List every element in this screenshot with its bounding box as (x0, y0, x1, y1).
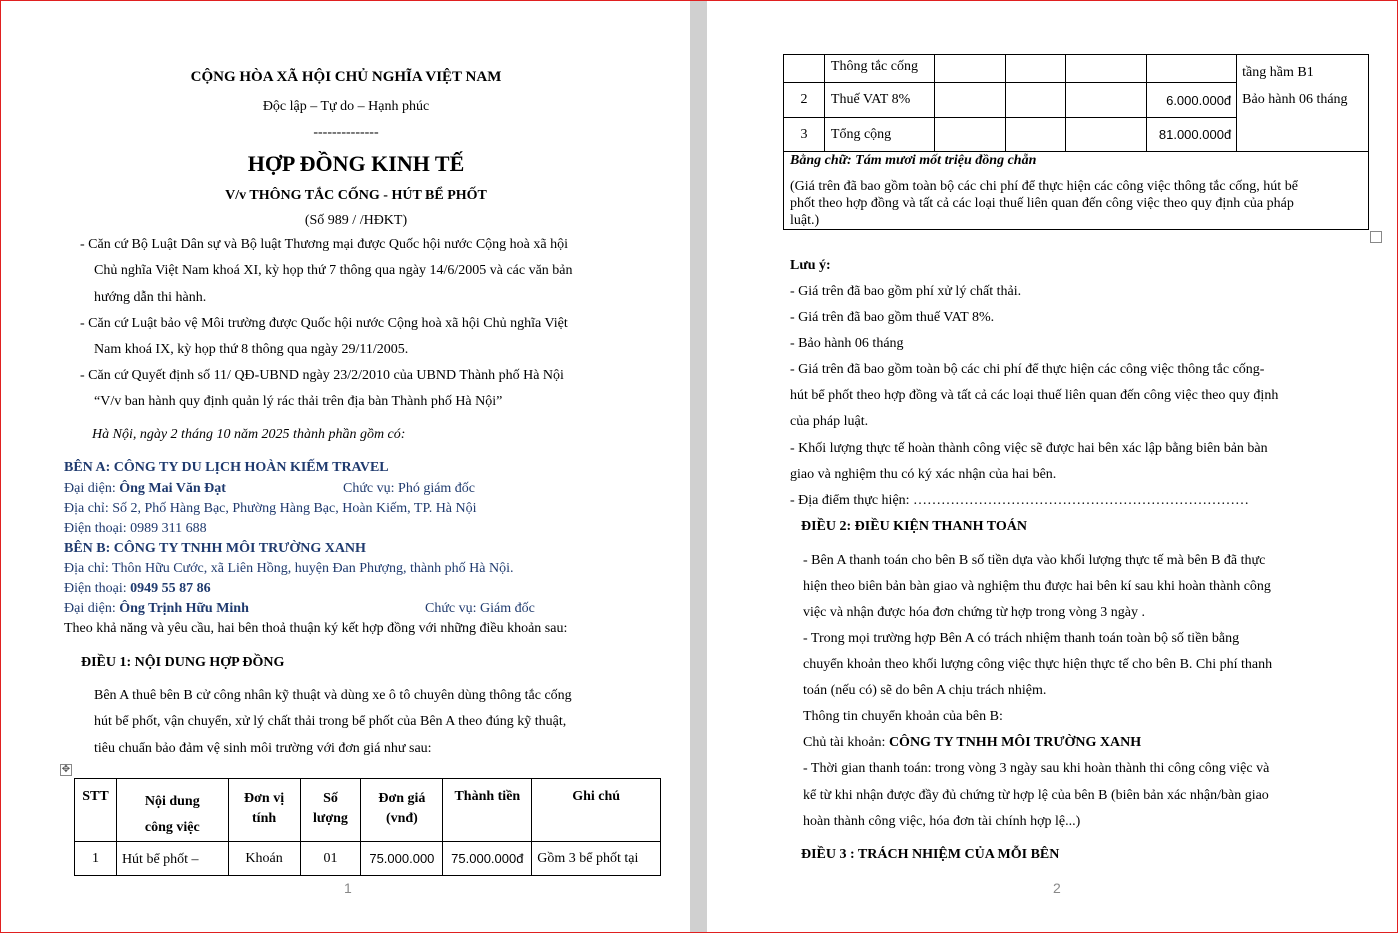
note-line: - Giá trên đã bao gồm thuế VAT 8%. (790, 310, 995, 325)
party-b-rep (64, 601, 249, 617)
basis-line: Nam khoá IX, kỳ họp thứ 8 thông qua ngày 29/11/2005. (94, 342, 409, 357)
article-2-line: Thông tin chuyển khoản của bên B: (803, 709, 1003, 724)
article-2-line: chuyển khoản theo khối lượng công việc thực hiện thực tế cho bên B. Chi phí thanh (803, 657, 1273, 672)
phone-value: 0949 55 87 86 (130, 581, 211, 596)
cell (1066, 55, 1147, 83)
cell (784, 55, 825, 83)
account-holder (803, 735, 1141, 751)
contract-subtitle: V/v THÔNG TẮC CỐNG - HÚT BỂ PHỐT (225, 188, 487, 203)
header-note: Ghi chú (532, 779, 661, 842)
party-a-phone: Điện thoại: 0989 311 688 (64, 521, 207, 536)
table-resize-handle-icon[interactable] (1370, 231, 1382, 243)
party-a-rep (64, 481, 226, 497)
price-table (74, 778, 661, 876)
party-b-position: Chức vụ: Giám đốc (425, 601, 535, 616)
phone-label: Điện thoại: (64, 581, 131, 596)
cell: Thuế VAT 8% (824, 83, 934, 118)
cell (1066, 118, 1147, 152)
cell: 81.000.000đ (1147, 118, 1237, 152)
cell (934, 118, 1005, 152)
divider-line: -------------- (313, 125, 379, 140)
table-row (75, 842, 661, 876)
note-cell (1237, 55, 1369, 152)
motto: Độc lập – Tự do – Hạnh phúc (262, 99, 430, 114)
table-summary-row (784, 152, 1369, 230)
basis-line: Chủ nghĩa Việt Nam khoá XI, kỳ họp thứ 7 thông qua ngày 14/6/2005 và các văn bản (94, 263, 573, 278)
note-line: tầng hầm B1 (1242, 65, 1314, 80)
article-2-line: hiện theo biên bản bàn giao và nghiệm thu được hai bên kí sau khi hoàn thành công (803, 579, 1271, 594)
contract-number: (Số 989 / /HĐKT) (304, 213, 408, 228)
cell: 75.000.000đ (443, 842, 532, 876)
price-table-continued (783, 54, 1369, 230)
header-content: Nội dung công việc (116, 779, 228, 842)
note-line: giao và nghiệm thu có ký xác nhận của hai bên. (790, 467, 1057, 482)
article-2-line: hoàn thành công việc, hóa đơn tài chính hợp lệ...) (803, 814, 1081, 829)
table-row (784, 55, 1369, 83)
note-line: Bảo hành 06 tháng (1242, 92, 1348, 107)
cell: Thông tắc cống (824, 55, 934, 83)
summary-cell (784, 152, 1369, 230)
cell (934, 55, 1005, 83)
article-2-line: toán (nếu có) sẽ do bên A chịu trách nhiệm. (803, 683, 1047, 698)
cell: 75.000.000 (361, 842, 443, 876)
cell: 3 (784, 118, 825, 152)
basis-line: “V/v ban hành quy định quản lý rác thải trên địa bàn Thành phố Hà Nội” (94, 394, 503, 409)
article-1-line: tiêu chuẩn bảo đảm vệ sinh môi trường với đơn giá như sau: (94, 741, 432, 756)
article-1-line: Bên A thuê bên B cử công nhân kỹ thuật và dùng xe ô tô chuyên dùng thông tắc cống (94, 688, 572, 703)
article-3-title: ĐIỀU 3 : TRÁCH NHIỆM CỦA MỖI BÊN (801, 847, 1060, 862)
article-2-line: việc và nhận được hóa đơn chứng từ hợp trong vòng 3 ngày . (803, 605, 1146, 620)
basis-line: - Căn cứ Quyết định số 11/ QĐ-UBND ngày 23/2/2010 của UBND Thành phố Hà Nội (80, 368, 564, 383)
amount-in-words: Bằng chữ: Tám mươi mốt triệu đồng chẵn (790, 153, 1037, 168)
rep-label: Đại diện: (64, 601, 120, 616)
rep-name: Ông Trịnh Hữu Minh (119, 601, 249, 616)
header-amount: Thành tiền (443, 779, 532, 842)
contract-title: HỢP ĐỒNG KINH TẾ (247, 151, 465, 176)
article-1-title: ĐIỀU 1: NỘI DUNG HỢP ĐỒNG (81, 655, 285, 670)
header-stt: STT (75, 779, 117, 842)
article-2-line: - Trong mọi trường hợp Bên A có trách nhiệm thanh toán toàn bộ số tiền bằng (803, 631, 1240, 646)
cell (1066, 83, 1147, 118)
basis-line: - Căn cứ Bộ Luật Dân sự và Bộ luật Thương mại được Quốc hội nước Cộng hoà xã hội (80, 237, 568, 252)
cell: 01 (300, 842, 361, 876)
cell: 2 (784, 83, 825, 118)
basis-line: - Căn cứ Luật bảo vệ Môi trường được Quốc hội nước Cộng hoà xã hội Chủ nghĩa Việt (80, 316, 568, 331)
party-b-phone (64, 581, 211, 597)
article-2-title: ĐIỀU 2: ĐIỀU KIỆN THANH TOÁN (801, 519, 1027, 534)
cell: Hút bể phốt – (116, 842, 228, 876)
cell: Khoán (228, 842, 300, 876)
note-line: - Khối lượng thực tế hoàn thành công việc sẽ được hai bên xác lập bằng biên bản bàn (790, 441, 1268, 456)
place-date: Hà Nội, ngày 2 tháng 10 năm 2025 thành phần gồm có: (92, 427, 406, 442)
party-b-address: Địa chỉ: Thôn Hữu Cước, xã Liên Hồng, huyện Đan Phượng, thành phố Hà Nội. (64, 561, 514, 576)
page-1 (2, 1, 690, 932)
table-header-row (75, 779, 661, 842)
cell (1147, 55, 1237, 83)
included-line: phốt theo hợp đồng và tất cả các loại thuế liên quan đến công việc theo quy định của pháp (790, 196, 1294, 211)
page-2 (707, 1, 1397, 932)
article-1-line: hút bể phốt, vận chuyển, xử lý chất thải trong bể phốt của Bên A theo đúng kỹ thuật, (94, 714, 567, 729)
article-2-line: - Bên A thanh toán cho bên B số tiền dựa vào khối lượng thực tế mà bên B đã thực (803, 553, 1266, 568)
cell (1005, 118, 1066, 152)
cell: Gồm 3 bể phốt tại (532, 842, 661, 876)
basis-line: hướng dẫn thi hành. (94, 290, 207, 305)
party-a-position: Chức vụ: Phó giám đốc (343, 481, 476, 496)
notes-title: Lưu ý: (790, 258, 831, 273)
note-line: hút bể phốt theo hợp đồng và tất cả các loại thuế liên quan đến công việc theo quy định (790, 388, 1279, 403)
cell (1005, 55, 1066, 83)
included-line: (Giá trên đã bao gồm toàn bộ các chi phí để thực hiện các công việc thông tắc cống, hút bể (790, 179, 1298, 194)
article-2-line: - Thời gian thanh toán: trong vòng 3 ngày sau khi hoàn thành thi công công việc và (803, 761, 1270, 776)
cell: 1 (75, 842, 117, 876)
included-costs (790, 178, 1363, 229)
party-b-name: BÊN B: CÔNG TY TNHH MÔI TRƯỜNG XANH (64, 541, 366, 556)
party-a-name: BÊN A: CÔNG TY DU LỊCH HOÀN KIẾM TRAVEL (64, 460, 389, 475)
account-name: CÔNG TY TNHH MÔI TRƯỜNG XANH (888, 735, 1142, 750)
page-number: 1 (344, 880, 352, 896)
note-line: - Giá trên đã bao gồm phí xử lý chất thải. (790, 284, 1022, 299)
note-line: - Giá trên đã bao gồm toàn bộ các chi phí để thực hiện các công việc thông tắc cống- (790, 362, 1265, 377)
article-2-line: kể từ khi nhận được đầy đủ chứng từ hợp lệ của bên B (biên bản xác nhận/bàn giao (803, 788, 1269, 803)
header-unit-price: Đơn giá (vnđ) (361, 779, 443, 842)
cell: Tổng cộng (824, 118, 934, 152)
cell (1005, 83, 1066, 118)
rep-name: Ông Mai Văn Đạt (119, 481, 226, 496)
page-number: 2 (1053, 880, 1061, 896)
cell: 6.000.000đ (1147, 83, 1237, 118)
header-unit: Đơn vị tính (228, 779, 300, 842)
party-a-address: Địa chỉ: Số 2, Phố Hàng Bạc, Phường Hàng Bạc, Hoàn Kiếm, TP. Hà Nội (64, 501, 477, 516)
note-line: - Bảo hành 06 tháng (790, 336, 904, 351)
agreement-text: Theo khả năng và yêu cầu, hai bên thoả thuận ký kết hợp đồng với những điều khoản sau: (64, 621, 568, 636)
page-gap (690, 1, 707, 932)
nation-heading: CỘNG HÒA XÃ HỘI CHỦ NGHĨA VIỆT NAM (190, 69, 502, 85)
note-line: của pháp luật. (790, 414, 869, 429)
table-move-handle-icon[interactable]: ✥ (61, 764, 71, 775)
rep-label: Đại diện: (64, 481, 120, 496)
note-line: - Địa điểm thực hiện: ……………………………………………………………… (790, 493, 1250, 508)
cell (934, 83, 1005, 118)
account-label: Chủ tài khoản: (803, 735, 889, 750)
included-line: luật.) (790, 213, 820, 228)
header-quantity: Số lượng (300, 779, 361, 842)
